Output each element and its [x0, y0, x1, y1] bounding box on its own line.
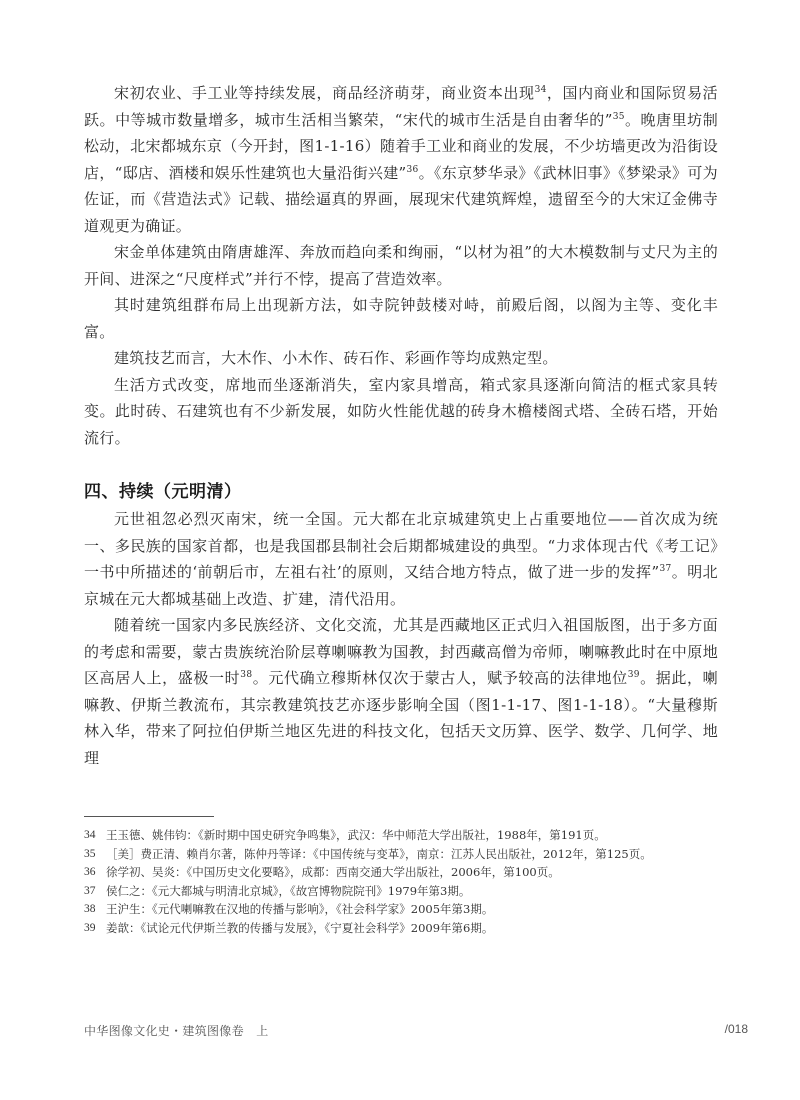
footnote-divider [84, 816, 214, 817]
text-run: 。元代确立穆斯林仅次于蒙古人，赋予较高的法律地位 [252, 669, 628, 687]
footnote-37 [84, 882, 718, 901]
footnote-39 [84, 919, 718, 938]
footnote-text: ［美］费正清、赖肖尔著，陈仲丹等译：《中国传统与变革》，南京：江苏人民出版社，2012年，第125页。 [106, 846, 652, 861]
text-run: ，国内商业和国际贸易活跃。中等城市数量增多，城市生活相当繁荣，“宋代的城市生活是自由奢华的” [84, 84, 718, 129]
text-run: 。《东京梦华录》《武林旧事》《梦梁录》可为佐证，而《营造法式》记载、描绘逼真的界画，展现宋代建筑辉煌，遗留至今的大宋辽金佛寺道观更为确证。 [84, 163, 718, 235]
paragraph-3: 其时建筑组群布局上出现新方法，如寺院钟鼓楼对峙，前殿后阁，以阁为主等、变化丰富。 [84, 296, 718, 341]
footnote-number: 35 [84, 847, 96, 860]
text-run: 。明北京城在元大都城基础上改造、扩建，清代沿用。 [84, 563, 718, 608]
footnote-text: 姜歆：《试论元代伊斯兰教的传播与发展》，《宁夏社会科学》2009年第6期。 [106, 920, 494, 935]
paragraph-7 [84, 612, 718, 771]
footnote-35 [84, 845, 718, 864]
footnote-ref-37[interactable]: 37 [659, 564, 672, 574]
text-run: 随着统一国家内多民族经济、文化交流，尤其是西藏地区正式归入祖国版图，出于多方面的考虑和需要，蒙古贵族统治阶层尊喇嘛教为国教，封西藏高僧为帝师，喇嘛教此时在中原地区高居人上，盛极一时 [84, 616, 718, 687]
footnote-36 [84, 863, 718, 882]
paragraph-2: 宋金单体建筑由隋唐雄浑、奔放而趋向柔和绚丽，“以材为祖”的大木模数制与丈尺为主的开间、进深之“尺度样式”并行不悖，提高了营造效率。 [84, 243, 718, 288]
footnote-ref-35[interactable]: 35 [612, 111, 625, 122]
footnote-text: 徐学初、吴炎：《中国历史文化要略》，成都：西南交通大学出版社，2006年，第100页。 [106, 865, 560, 879]
text-run: 宋初农业、手工业等持续发展，商品经济萌芽，商业资本出现 [114, 84, 535, 102]
page-number: /018 [724, 1022, 748, 1036]
section-heading: 四、持续（元明清） [84, 482, 242, 502]
footnote-number: 38 [84, 903, 96, 915]
footnote-34 [84, 826, 718, 845]
paragraph-5: 生活方式改变，席地而坐逐渐消失，室内家具增高，箱式家具逐渐向简洁的框式家具转变。此时砖、石建筑也有不少新发展，如防火性能优越的砖身木檐楼阁式塔、全砖石塔，开始流行。 [84, 375, 718, 447]
footnote-ref-38[interactable]: 38 [240, 670, 253, 680]
running-footer-title: 中华图像文化史・建筑图像卷 上 [84, 1024, 269, 1038]
text-run: 。晚唐里坊制松动，北宋都城东京（今开封，图1-1-16）随着手工业和商业的发展，不少坊墙更改为沿街设店，“邸店、酒楼和娱乐性建筑也大量沿街兴建” [84, 110, 718, 182]
text-run: 。据此，喇嘛教、伊斯兰教流布，其宗教建筑技艺亦逐步影响全国（图1-1-17、图1-1-18）。“大量穆斯林入华，带来了阿拉伯伊斯兰地区先进的科技文化，包括天文历算、医学、数学、几何学、地理 [84, 669, 718, 767]
text-run: 元世祖忽必烈灭南宋，统一全国。元大都在北京城建筑史上占重要地位——首次成为统一、多民族的国家首都，也是我国郡县制社会后期都城建设的典型。“力求体现古代《考工记》一书中所描述的‘前朝后市，左祖右社’的原则，又结合地方特点，做了进一步的发挥” [84, 510, 718, 581]
footnote-number: 36 [84, 866, 96, 878]
footnotes [84, 826, 718, 937]
paragraph-6 [84, 506, 718, 612]
footnote-number: 39 [84, 921, 96, 934]
footnote-ref-34[interactable]: 34 [534, 85, 547, 95]
footnote-ref-39[interactable]: 39 [627, 670, 640, 680]
footnote-38 [84, 900, 718, 919]
paragraph-1 [84, 80, 718, 239]
footnote-number: 37 [84, 884, 96, 897]
body-text [84, 80, 718, 771]
footnote-number: 34 [84, 829, 96, 841]
footnote-text: 王沪生：《元代喇嘛教在汉地的传播与影响》，《社会科学家》2005年第3期。 [106, 902, 494, 916]
footnote-ref-36[interactable]: 36 [406, 164, 419, 175]
footnote-text: 王玉德、姚伟钧：《新时期中国史研究争鸣集》，武汉：华中师范大学出版社，1988年，第191页。 [106, 828, 606, 842]
footnote-text: 侯仁之：《元大都城与明清北京城》，《故宫博物院院刊》1979年第3期。 [106, 883, 471, 898]
paragraph-4: 建筑技艺而言，大木作、小木作、砖石作、彩画作等均成熟定型。 [114, 349, 558, 367]
